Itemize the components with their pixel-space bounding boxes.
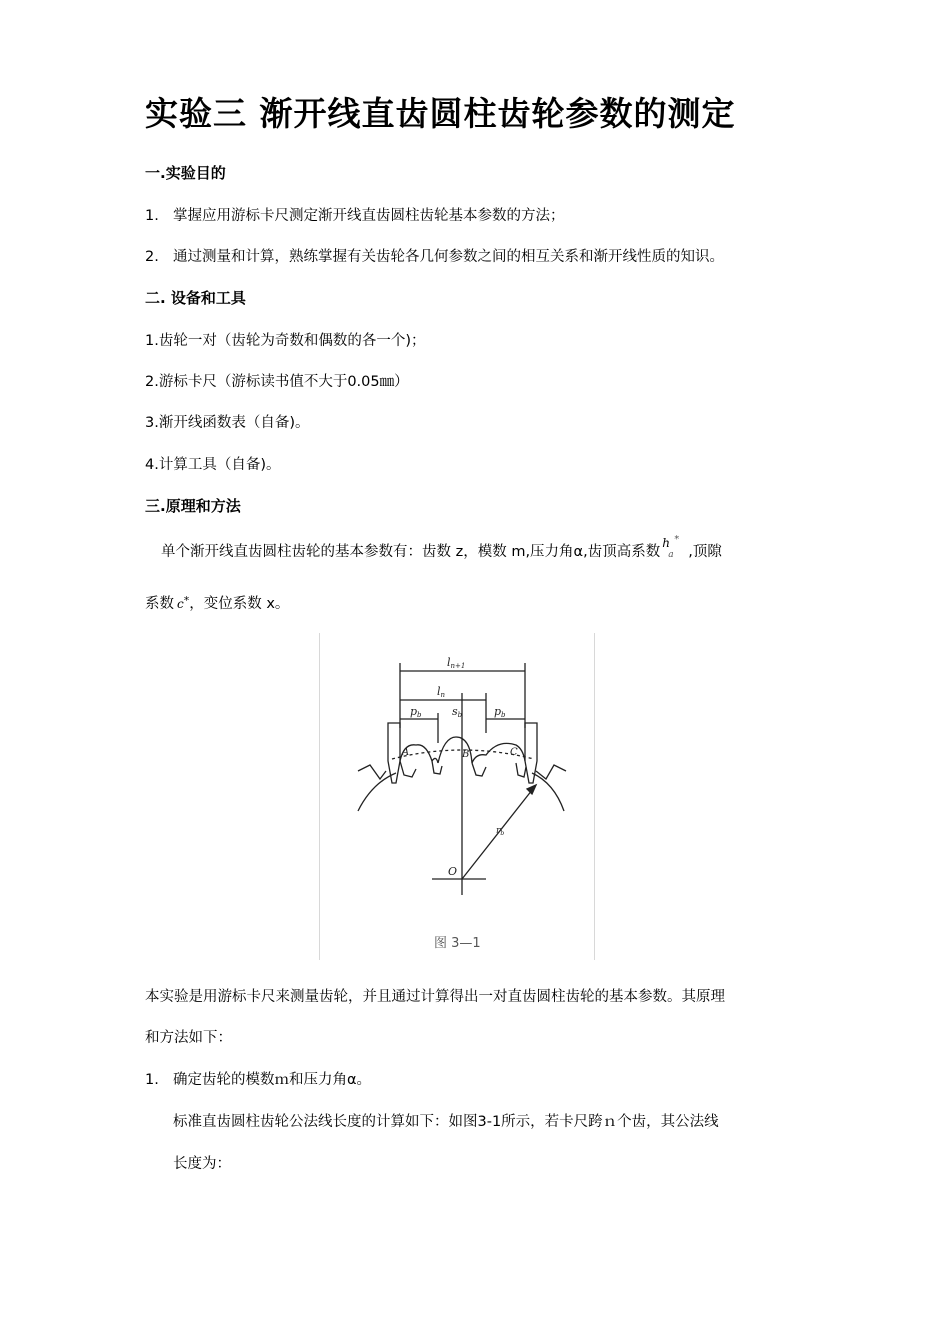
method-step-1-text: 确定齿轮的模数ｍ和压力角α。 bbox=[173, 1072, 372, 1088]
method-paragraph-line1: 本实验是用游标卡尺来测量齿轮，并且通过计算得出一对直齿圆柱齿轮的基本参数。其原理 bbox=[145, 989, 725, 1005]
label-ln1: ln+1 bbox=[447, 656, 466, 670]
clearance-symbol-c: c bbox=[177, 597, 184, 611]
label-ln: ln bbox=[437, 685, 446, 699]
purpose-item-2 bbox=[145, 245, 724, 266]
label-pb-right: pb bbox=[494, 705, 506, 719]
section-heading-equipment: 二. 设备和工具 bbox=[145, 289, 246, 307]
gear-figure bbox=[319, 633, 595, 960]
method-step-1-detail-line1: 标准直齿圆柱齿轮公法线长度的计算如下：如图3-1所示，若卡尺跨ｎ个齿，其公法线 bbox=[173, 1114, 719, 1130]
purpose-item-2-text: 通过测量和计算，熟练掌握有关齿轮各几何参数之间的相互关系和渐开线性质的知识。 bbox=[173, 249, 724, 265]
tooth-root-3 bbox=[472, 763, 486, 776]
side-teeth-left bbox=[358, 765, 386, 779]
principle-paragraph-text-d: ，变位系数 x。 bbox=[189, 596, 290, 612]
principle-paragraph-line1 bbox=[161, 534, 722, 562]
method-step-1-detail-line2: 长度为： bbox=[173, 1156, 231, 1172]
purpose-item-1-number: 1. bbox=[145, 208, 159, 224]
side-teeth-right bbox=[536, 765, 566, 779]
addendum-coefficient-symbol bbox=[660, 534, 688, 562]
section-heading-principle: 三.原理和方法 bbox=[145, 497, 241, 515]
base-radius-arrow bbox=[527, 785, 536, 794]
tooth-root-4 bbox=[516, 763, 526, 777]
purpose-item-1 bbox=[145, 204, 565, 225]
method-step-1-number: 1. bbox=[145, 1072, 159, 1088]
label-center-o: O bbox=[448, 865, 458, 878]
principle-paragraph-text-c: 系数 bbox=[145, 596, 174, 612]
figure-caption: 图 3—1 bbox=[434, 936, 481, 951]
page-title: 实验三 渐开线直齿圆柱齿轮参数的测定 bbox=[145, 94, 736, 133]
principle-paragraph-text-b: ,顶隙 bbox=[688, 544, 722, 560]
clearance-symbol-star: * bbox=[183, 594, 190, 607]
gear-outline-right bbox=[532, 773, 564, 811]
principle-paragraph-line2 bbox=[145, 592, 289, 613]
label-base-radius: $r_b$ bbox=[496, 826, 505, 837]
gear-outline-left bbox=[358, 773, 396, 811]
equipment-item-3: 3.渐开线函数表（自备)。 bbox=[145, 415, 310, 431]
method-step-1 bbox=[145, 1068, 371, 1089]
gear-measurement-diagram bbox=[320, 633, 594, 960]
label-point-b: B bbox=[462, 749, 470, 760]
addendum-symbol-h: h bbox=[662, 536, 670, 550]
equipment-item-4: 4.计算工具（自备)。 bbox=[145, 457, 281, 473]
purpose-item-1-text: 掌握应用游标卡尺测定渐开线直齿圆柱齿轮基本参数的方法； bbox=[173, 208, 565, 224]
section-heading-purpose: 一.实验目的 bbox=[145, 164, 226, 182]
purpose-item-2-number: 2. bbox=[145, 249, 159, 265]
method-paragraph-line2: 和方法如下： bbox=[145, 1030, 232, 1046]
label-sb: sb bbox=[452, 705, 463, 719]
principle-paragraph-text-a: 单个渐开线直齿圆柱齿轮的基本参数有：齿数 z，模数 m,压力角α,齿顶高系数 bbox=[161, 544, 661, 560]
tooth-root-2 bbox=[432, 761, 442, 774]
label-point-c: C bbox=[510, 747, 518, 758]
label-pb-left: pb bbox=[410, 705, 422, 719]
equipment-item-2: 2.游标卡尺（游标读书值不大于0.05㎜） bbox=[145, 374, 409, 390]
tooth-root-1 bbox=[400, 761, 416, 777]
equipment-item-1: 1.齿轮一对（齿轮为奇数和偶数的各一个)； bbox=[145, 333, 426, 349]
label-point-a: A bbox=[402, 747, 410, 758]
addendum-symbol-sub: a bbox=[668, 550, 674, 560]
addendum-symbol-star: * bbox=[674, 534, 680, 545]
